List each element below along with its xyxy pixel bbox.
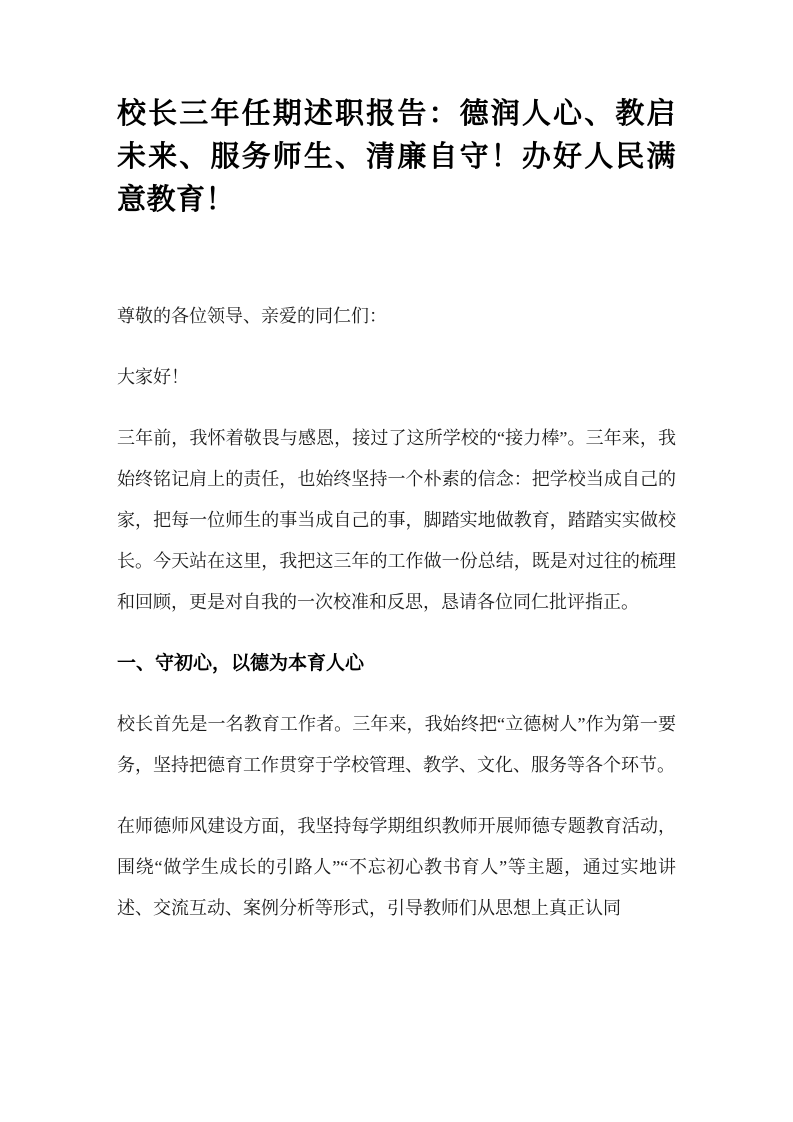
intro-paragraph: 三年前，我怀着敬畏与感恩，接过了这所学校的“接力棒”。三年来，我始终铭记肩上的责任，也始终坚持一个朴素的信念：把学校当成自己的家，把每一位师生的事当成自己的事，脚踏实地做教育，踏踏实实做校长。今天站在这里，我把这三年的工作做一份总结，既是对过往的梳理和回顾，更是对自我的一次校准和反思，恳请各位同仁批评指正。 (117, 428, 676, 612)
greeting-line: 尊敬的各位领导、亲爱的同仁们： (117, 306, 387, 326)
salutation-line: 大家好！ (117, 367, 189, 387)
document-title: 校长三年任期述职报告：德润人心、教启未来、服务师生、清廉自守！办好人民满意教育！ (117, 98, 676, 216)
body-paragraph: 校长首先是一名教育工作者。三年来，我始终把“立德树人”作为第一要务，坚持把德育工作贯穿于学校管理、教学、文化、服务等各个环节。 (117, 714, 676, 775)
body-paragraph: 在师德师风建设方面，我坚持每学期组织教师开展师德专题教育活动，围绕“做学生成长的引路人”“不忘初心教书育人”等主题，通过实地讲述、交流互动、案例分析等形式，引导教师们从思想上真正认同 (117, 816, 676, 918)
section-heading-1: 一、守初心，以德为本育人心 (117, 653, 365, 674)
